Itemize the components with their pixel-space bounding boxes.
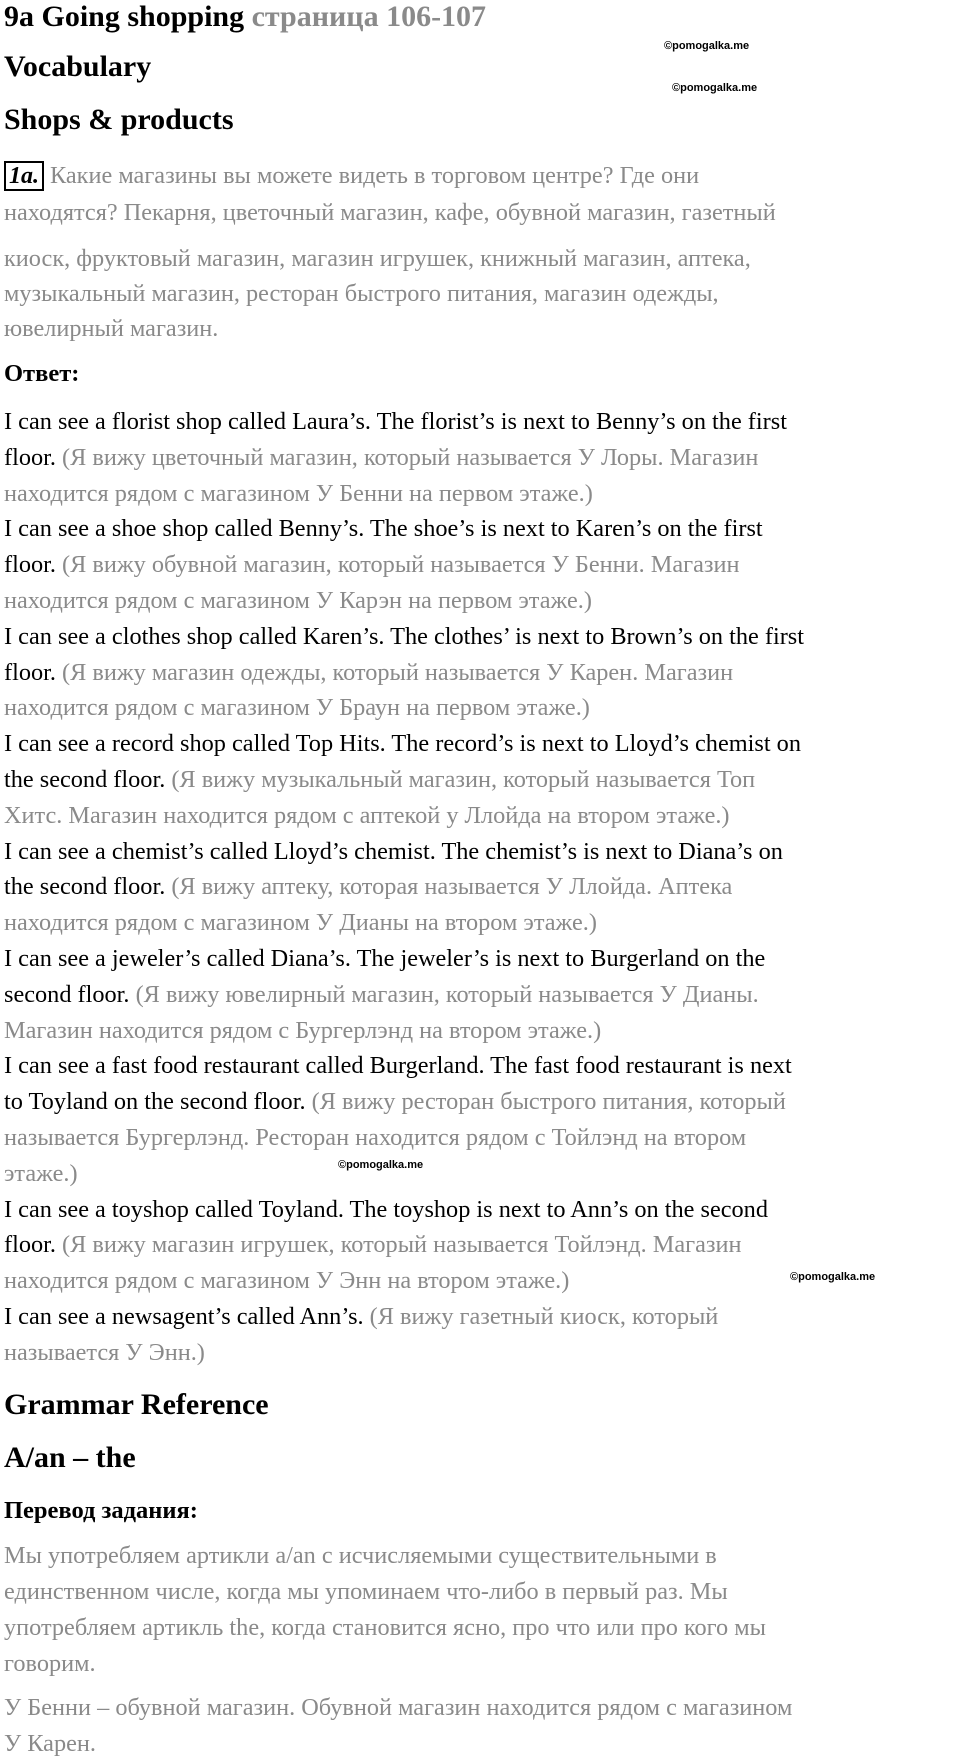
answer-english-text: I can see a fast food restaurant called Burgerland. The fast food restaurant is next (4, 1052, 792, 1079)
answer-english-text: floor. (4, 551, 56, 578)
answer-line (4, 1088, 786, 1116)
task-line: музыкальный магазин, ресторан быстрого питания, магазин одежды, (4, 280, 719, 307)
answer-line (4, 408, 787, 436)
answer-russian-translation: (Я вижу музыкальный магазин, который называется Топ (165, 766, 756, 793)
answer-english-text: to Toyland on the second floor. (4, 1088, 306, 1115)
answer-russian-translation: (Я вижу ресторан быстрого питания, который (305, 1088, 786, 1115)
answer-russian-translation: (Я вижу магазин одежды, который называется У Карен. Магазин (55, 659, 734, 686)
answer-english-text: I can see a newsagent’s called Ann’s. (4, 1303, 364, 1330)
answer-line (4, 623, 804, 651)
example-line: У Карен. (4, 1730, 96, 1757)
answer-russian-translation: (Я вижу ювелирный магазин, который называется У Дианы. (129, 981, 759, 1008)
translation-line: единственном числе, когда мы упоминаем что-либо в первый раз. Мы (4, 1578, 728, 1605)
answer-line (4, 1196, 768, 1224)
answer-russian-translation: находится рядом с магазином У Энн на втором этаже.) (4, 1267, 570, 1294)
answer-english-text: I can see a clothes shop called Karen’s. The clothes’ is next to Brown’s on the first (4, 623, 805, 650)
page-title (4, 0, 486, 34)
answer-line (4, 730, 801, 758)
answer-line (4, 1160, 78, 1188)
answer-line (4, 1267, 569, 1295)
task-line: киоск, фруктовый магазин, магазин игрушек, книжный магазин, аптека, (4, 245, 751, 272)
answer-russian-translation: находится рядом с магазином У Браун на первом этаже.) (4, 694, 590, 721)
watermark: ©pomogalka.me (664, 40, 750, 52)
answer-english-text: I can see a shoe shop called Benny’s. The shoe’s is next to Karen’s on the first (4, 515, 763, 542)
answer-english-text: second floor. (4, 981, 130, 1008)
answer-english-text: the second floor. (4, 766, 166, 793)
task-line (4, 158, 699, 194)
answer-english-text: floor. (4, 659, 56, 686)
answer-line (4, 444, 758, 472)
answer-russian-translation: Хитс. Магазин находится рядом с аптекой у Ллойда на втором этаже.) (4, 802, 730, 829)
title-main: 9a Going shopping (4, 0, 245, 33)
answer-russian-translation: (Я вижу обувной магазин, который называется У Бенни. Магазин (55, 551, 740, 578)
answer-english-text: I can see a jeweler’s called Diana’s. The jeweler’s is next to Burgerland on the (4, 945, 766, 972)
section-heading-grammar: Grammar Reference (4, 1388, 269, 1421)
answer-russian-translation: (Я вижу газетный киоск, который (363, 1303, 719, 1330)
answer-russian-translation: (Я вижу аптеку, которая называется У Ллойда. Аптека (165, 873, 733, 900)
answer-russian-translation: Магазин находится рядом с Бургерлэнд на втором этаже.) (4, 1017, 602, 1044)
answer-line (4, 1231, 741, 1259)
answer-line (4, 838, 783, 866)
translation-label: Перевод задания: (4, 1497, 198, 1524)
title-page-range: страница 106-107 (251, 0, 487, 33)
answer-line (4, 873, 732, 901)
answer-russian-translation: находится рядом с магазином У Карэн на первом этаже.) (4, 587, 592, 614)
answer-line (4, 945, 765, 973)
answer-russian-translation: (Я вижу цветочный магазин, который называется У Лоры. Магазин (55, 444, 759, 471)
section-subheading-shops: Shops & products (4, 103, 234, 136)
answer-line (4, 981, 759, 1009)
translation-line: Мы употребляем артикли a/an с исчисляемыми существительными в (4, 1542, 717, 1569)
answer-english-text: I can see a chemist’s called Lloyd’s chemist. The chemist’s is next to Diana’s on (4, 838, 783, 865)
task-line-text: Какие магазины вы можете видеть в торговом центре? Где они (50, 162, 700, 189)
answer-line (4, 587, 592, 615)
answer-line (4, 909, 597, 937)
answer-russian-translation: называется Бургерлэнд. Ресторан находится рядом с Тойлэнд на втором (4, 1124, 747, 1151)
translation-line: употребляем артикль the, когда становится ясно, про что или про кого мы (4, 1614, 766, 1641)
watermark: ©pomogalka.me (338, 1159, 424, 1171)
answer-russian-translation: называется У Энн.) (4, 1339, 205, 1366)
watermark: ©pomogalka.me (790, 1271, 876, 1283)
answer-english-text: floor. (4, 1231, 56, 1258)
answer-russian-translation: этаже.) (4, 1160, 78, 1187)
answer-line (4, 659, 733, 687)
answer-english-text: I can see a toyshop called Toyland. The toyshop is next to Ann’s on the second (4, 1196, 768, 1223)
section-heading-vocabulary: Vocabulary (4, 50, 152, 83)
task-line: ювелирный магазин. (4, 315, 219, 342)
answer-line (4, 766, 755, 794)
answer-line (4, 1303, 718, 1331)
watermark: ©pomogalka.me (672, 82, 758, 94)
answer-line (4, 1017, 601, 1045)
translation-line: говорим. (4, 1650, 96, 1677)
answer-line (4, 1339, 205, 1367)
answer-russian-translation: находится рядом с магазином У Дианы на втором этаже.) (4, 909, 597, 936)
task-number-badge: 1a. (4, 161, 44, 191)
answer-english-text: floor. (4, 444, 56, 471)
answer-russian-translation: (Я вижу магазин игрушек, который называется Тойлэнд. Магазин (55, 1231, 742, 1258)
answer-english-text: I can see a florist shop called Laura’s. The florist’s is next to Benny’s on the first (4, 408, 787, 435)
answer-line (4, 515, 763, 543)
answer-line (4, 480, 593, 508)
answer-russian-translation: находится рядом с магазином У Бенни на первом этаже.) (4, 480, 593, 507)
answer-label: Ответ: (4, 360, 80, 387)
answer-line (4, 1124, 746, 1152)
answer-line (4, 802, 730, 830)
answer-english-text: the second floor. (4, 873, 166, 900)
answer-english-text: I can see a record shop called Top Hits. The record’s is next to Lloyd’s chemist on (4, 730, 801, 757)
answer-line (4, 694, 590, 722)
section-subheading-articles: A/an – the (4, 1441, 136, 1474)
example-line: У Бенни – обувной магазин. Обувной магазин находится рядом с магазином (4, 1694, 793, 1721)
answer-line (4, 551, 740, 579)
task-line: находятся? Пекарня, цветочный магазин, кафе, обувной магазин, газетный (4, 199, 776, 226)
answer-line (4, 1052, 792, 1080)
